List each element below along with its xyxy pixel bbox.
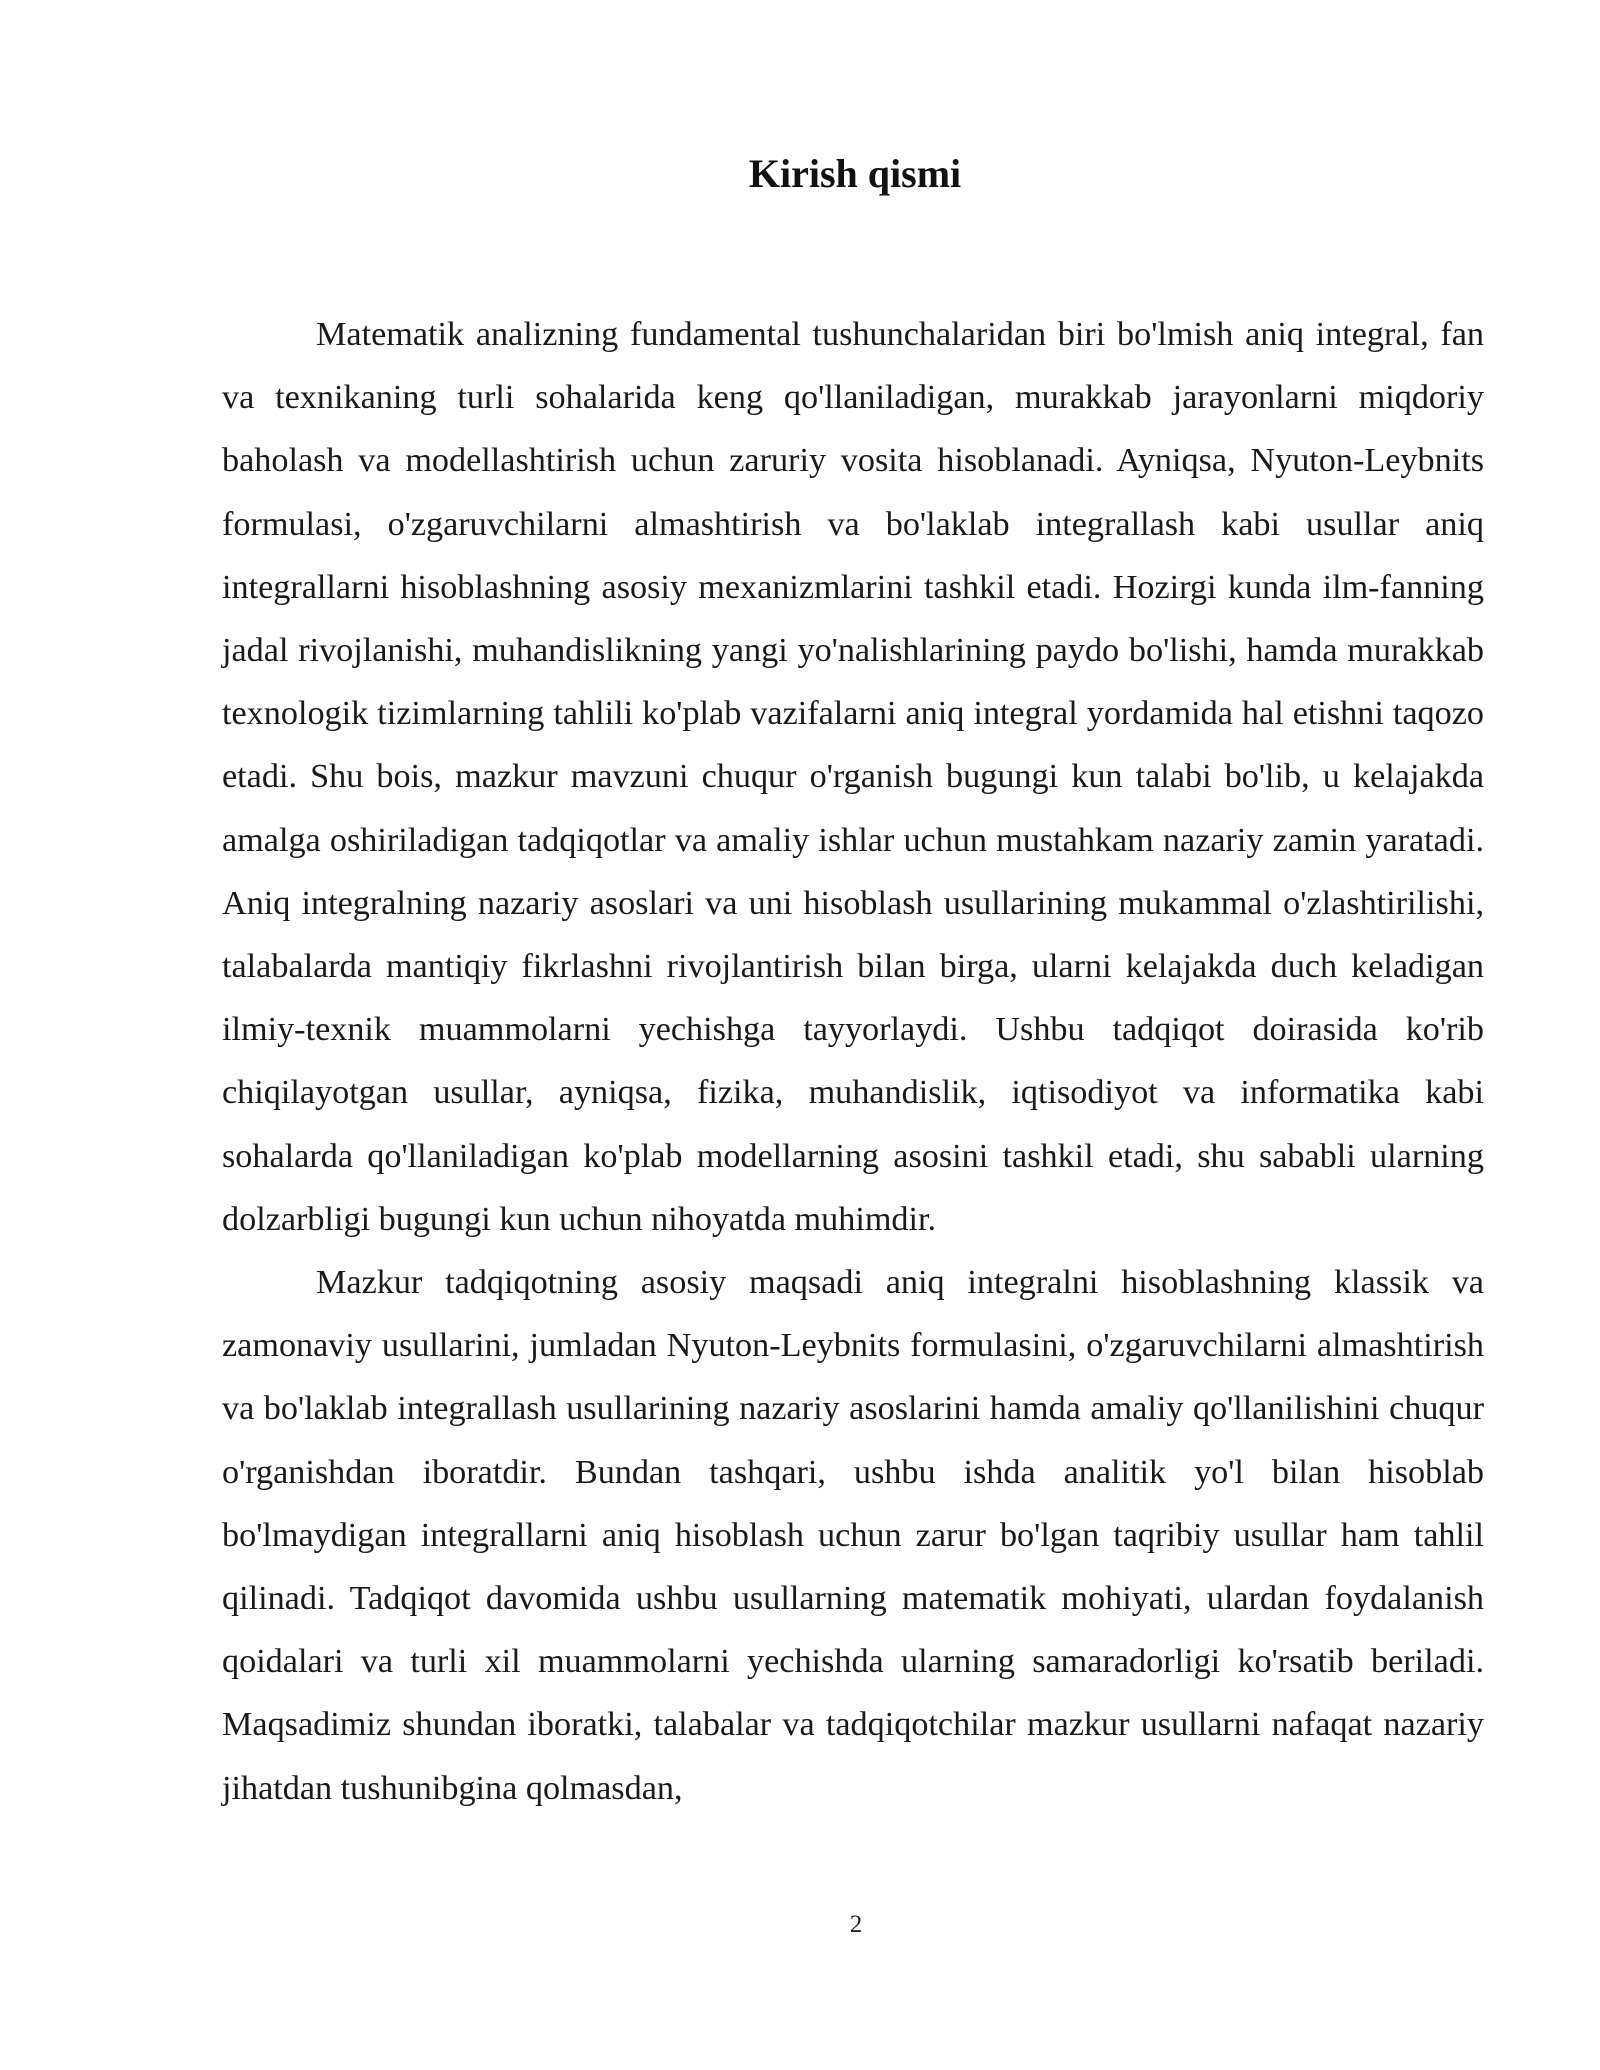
- page-number: 2: [849, 1911, 863, 1938]
- paragraph-1: Matematik analizning fundamental tushunchalaridan biri bo'lmish aniq integral, fan va texnikaning turli sohalarida keng qo'llaniladigan, murakkab jarayonlarni miqdoriy baholash va modellashtirish uchun zaruriy vosita hisoblanadi. Ayniqsa, Nyuton-Leybnits formulasi, o'zgaruvchilarni almashtirish va bo'laklab integrallash kabi usullar aniq integrallarni hisoblashning asosiy mexanizmlarini tashkil etadi. Hozirgi kunda ilm-fanning jadal rivojlanishi, muhandislikning yangi yo'nalishlarining paydo bo'lishi, hamda murakkab texnologik tizimlarning tahlili ko'plab vazifalarni aniq integral yordamida hal etishni taqozo etadi. Shu bois, mazkur mavzuni chuqur o'rganish bugungi kun talabi bo'lib, u kelajakda amalga oshiriladigan tadqiqotlar va amaliy ishlar uchun mustahkam nazariy zamin yaratadi. Aniq integralning nazariy asoslari va uni hisoblash usullarining mukammal o'zlashtirilishi, talabalarda mantiqiy fikrlashni rivojlantirish bilan birga, ularni kelajakda duch keladigan ilmiy-texnik muammolarni yechishga tayyorlaydi. Ushbu tadqiqot doirasida ko'rib chiqilayotgan usullar, ayniqsa, fizika, muhandislik, iqtisodiyot va informatika kabi sohalarda qo'llaniladigan ko'plab modellarning asosini tashkil etadi, shu sababli ularning dolzarbligi bugungi kun uchun nihoyatda muhimdir.: [222, 316, 1484, 1238]
- body-text: [222, 303, 1484, 1820]
- page-title: Kirish qismi: [748, 151, 962, 196]
- paragraph-2: Mazkur tadqiqotning asosiy maqsadi aniq integralni hisoblashning klassik va zamonaviy usullarini, jumladan Nyuton-Leybnits formulasini, o'zgaruvchilarni almashtirish va bo'laklab integrallash usullarining nazariy asoslarini hamda amaliy qo'llanilishini chuqur o'rganishdan iboratdir. Bundan tashqari, ushbu ishda analitik yo'l bilan hisoblab bo'lmaydigan integrallarni aniq hisoblash uchun zarur bo'lgan taqribiy usullar ham tahlil qilinadi. Tadqiqot davomida ushbu usullarning matematik mohiyati, ulardan foydalanish qoidalari va turli xil muammolarni yechishda ularning samaradorligi ko'rsatib beriladi. Maqsadimiz shundan iboratki, talabalar va tadqiqotchilar mazkur usullarni nafaqat nazariy jihatdan tushunibgina qolmasdan,: [222, 1264, 1484, 1807]
